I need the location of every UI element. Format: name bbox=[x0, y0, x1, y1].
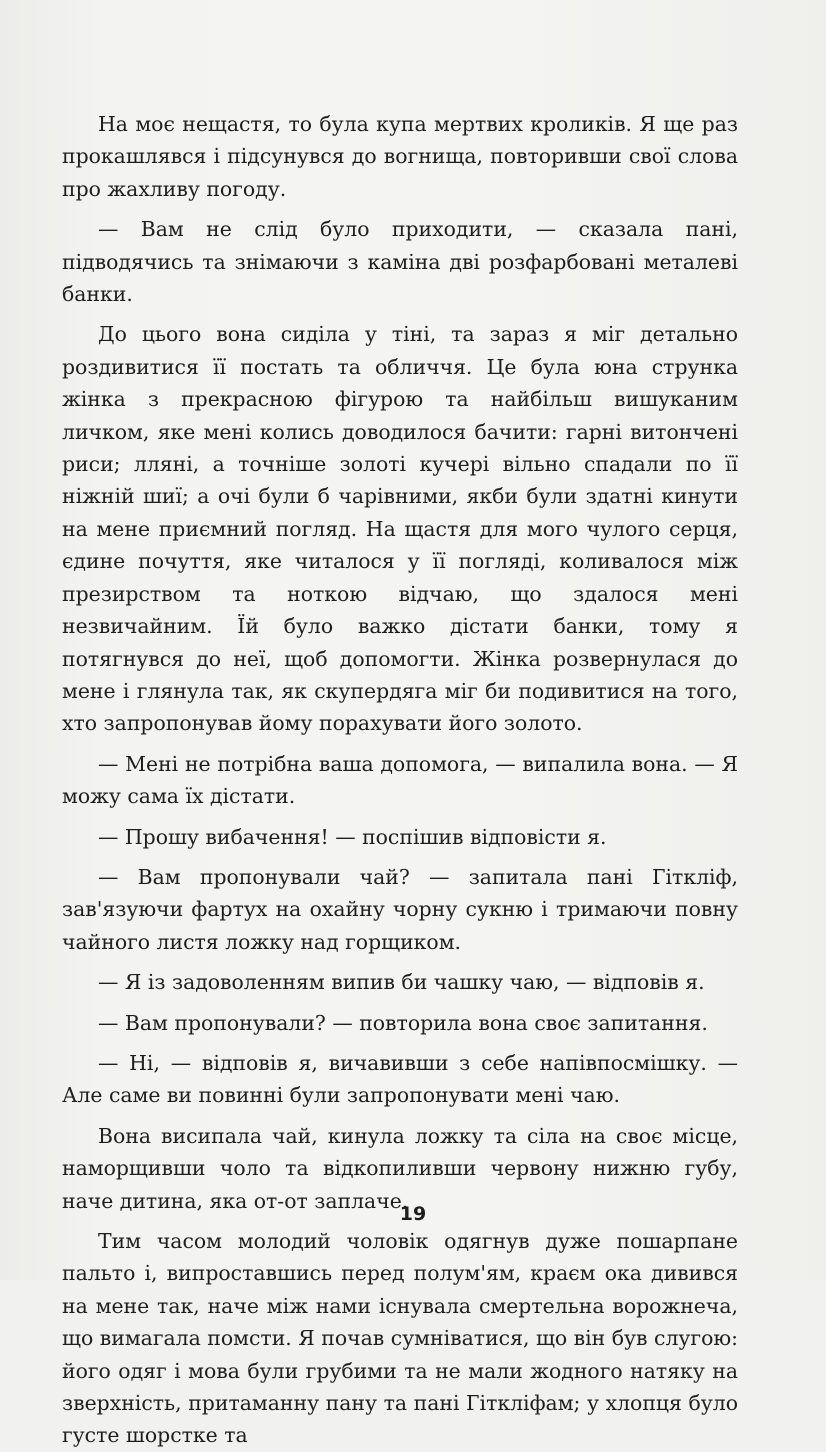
paragraph: — Я із задоволенням випив би чашку чаю, — відповів я. bbox=[98, 970, 705, 995]
paragraph: — Ні, — відповів я, вичавивши з себе напівпосмішку. — Але саме ви повинні були запропонувати мені чаю. bbox=[62, 1050, 738, 1108]
paragraph: На моє нещастя, то була купа мертвих кроликів. Я ще раз прокашлявся і підсунувся до вогнища, повторивши свої слова про жахливу погоду. bbox=[62, 112, 738, 201]
paragraph: — Вам пропонували чай? — запитала пані Гіткліф, зав'язуючи фартух на охайну чорну сукню і тримаючи повну чайного листя ложку над горщиком. bbox=[62, 864, 738, 954]
paragraph: — Мені не потрібна ваша допомога, — випалила вона. — Я можу сама їх дістати. bbox=[62, 751, 738, 809]
paragraph: Тим часом молодий чоловік одягнув дуже пошарпане пальто і, випроставшись перед полум'ям, краєм ока дивився на мене так, наче між нами існувала смертельна ворожнеча, що вимагала помсти. Я почав сумніватися, що він був слугою: його одяг і мова були грубими та не мали жодного натяку на зверхність, притаманну пану та пані Гіткліфам; у хлопця було густе шорстке та bbox=[62, 1229, 738, 1448]
paragraph: — Вам пропонували? — повторила вона своє запитання. bbox=[98, 1010, 708, 1035]
paragraph: — Прошу вибачення! — поспішив відповісти я. bbox=[98, 824, 607, 849]
paragraph: — Вам не слід було приходити, — сказала пані, підводячись та знімаючи з каміна дві розфарбовані металеві банки. bbox=[62, 217, 738, 307]
body-text bbox=[62, 108, 738, 1452]
page-number: 19 bbox=[399, 1203, 427, 1225]
paragraph: До цього вона сиділа у тіні, та зараз я міг детально роздивитися її постать та обличчя. Це була юна струнка жінка з прекрасною фігурою та найбільш вишуканим личком, яке мені колись доводилося бачити: гарні витончені риси; лляні, а точніше золоті кучері вільно спадали по її ніжній шиї; а очі були б чарівними, якби були здатні кинути на мене приємний погляд. На щастя для мого чулого серця, єдине почуття, яке читалося у її погляді, коливалося між презирством та ноткою відчаю, що здалося мені незвичайним. Їй було важко дістати банки, тому я потягнувся до неї, щоб допомогти. Жінка розвернулася до мене і глянула так, як скупердяга міг би подивитися на того, хто запропонував йому порахувати його золото. bbox=[62, 322, 738, 736]
paragraph: Вона висипала чай, кинула ложку та сіла на своє місце, наморщивши чоло та відкопиливши червону нижню губу, наче дитина, яка от-от заплаче. bbox=[62, 1123, 738, 1213]
